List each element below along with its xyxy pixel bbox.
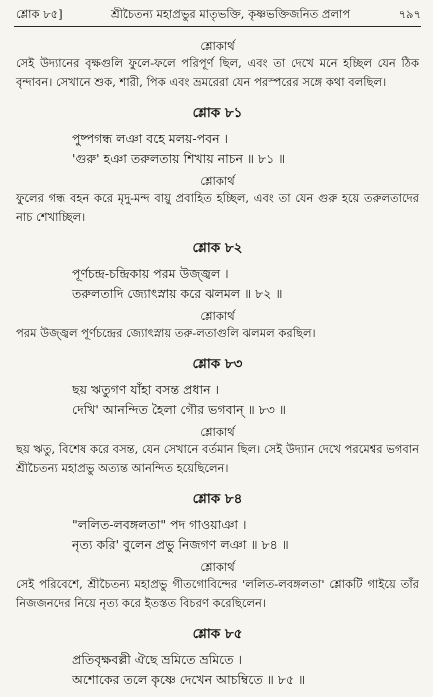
header-chapter-title: শ্রীচৈতন্য মহাপ্রভুর মাতৃভক্তি, কৃষ্ণভক্তিজনিত প্রলাপ: [111, 7, 351, 21]
translation-heading: শ্লোকার্থ: [200, 309, 235, 323]
header-page-number: ৭৯৭: [398, 7, 421, 21]
header-rule: [14, 26, 421, 27]
page-content: [16, 34, 419, 690]
verse-line: প্রতিবৃক্ষবল্লী ঐছে ভ্রমিতে ভ্রমিতে ।: [72, 652, 243, 667]
verse-line: পূর্ণচন্দ্র-চন্দ্রিকায় পরম উজ্জ্বল ।: [72, 266, 229, 281]
translation-text: সেই পরিবেশে, শ্রীচৈতন্য মহাপ্রভু গীতগোবিন্দের 'ললিত-লবঙ্গলতা' শ্লোকটি গাইয়ে তাঁর নিজজনদের নিয়ে নৃত্য করে ইতস্তত বিচরণ করেছিলেন।: [16, 577, 419, 610]
translation-text: পরম উজ্জ্বল পূর্ণচন্দ্রের জ্যোৎস্নায় তরু-লতাগুলি ঝলমল করছিল।: [16, 326, 316, 340]
verse-line: অশোকের তলে কৃষ্ণে দেখেন আচম্বিতে ॥ ৮৫ ॥: [72, 672, 306, 687]
verse-line: দেখি' আনন্দিত হৈলা গৌর ভগবান্ ॥ ৮৩ ॥: [72, 402, 286, 417]
verse-block-85: [16, 623, 419, 690]
translation-heading: শ্লোকার্থ: [200, 560, 235, 574]
verse-line: 'গুরু' হঞা তরুলতায় শিখায় নাচন ॥ ৮১ ॥: [72, 151, 286, 166]
running-header: [16, 6, 421, 25]
verse-text: [16, 129, 419, 169]
verse-text: [16, 650, 419, 690]
verse-block-81: [16, 102, 419, 227]
verse-heading: শ্লোক ৮১: [192, 105, 243, 121]
verse-block-83: [16, 353, 419, 478]
verse-line: ছয় ঋতুগণ যাঁহা বসন্ত প্রধান ।: [72, 382, 220, 397]
verse-line: "ললিত-লবঙ্গলতা" পদ গাওয়াঞা ।: [72, 517, 247, 532]
block-80-translation: [16, 38, 419, 92]
verse-text: [16, 515, 419, 555]
verse-block-82: [16, 237, 419, 343]
translation-text: ছয় ঋতু, বিশেষ করে বসন্ত, যেন সেখানে বর্তমান ছিল। সেই উদ্যান দেখে পরমেশ্বর ভগবান শ্রীচৈতন্য মহাপ্রভু অত্যন্ত আনন্দিত হয়েছিলেন।: [16, 442, 419, 475]
verse-heading: শ্লোক ৮৫: [192, 626, 243, 642]
verse-line: নৃত্য করি' বুলেন প্রভু নিজগণ লঞা ॥ ৮৪ ॥: [72, 537, 289, 552]
translation-heading: শ্লোকার্থ: [200, 39, 235, 53]
translation-heading: শ্লোকার্থ: [200, 425, 235, 439]
verse-line: পুষ্পগন্ধ লঞা বহে মলয়-পবন ।: [72, 131, 228, 146]
verse-text: [16, 380, 419, 420]
verse-block-84: [16, 488, 419, 613]
translation-text: সেই উদ্যানের বৃক্ষগুলি ফুলে-ফলে পরিপূর্ণ ছিল, এবং তা দেখে মনে হচ্ছিল যেন ঠিক বৃন্দাবন। সেখানে শুক, শারী, পিক এবং ভ্রমরেরা যেন পরস্পরের সঙ্গে কথা বলছিল।: [16, 56, 419, 89]
verse-text: [16, 264, 419, 304]
verse-heading: শ্লোক ৮২: [192, 240, 243, 256]
verse-heading: শ্লোক ৮৪: [192, 491, 243, 507]
verse-heading: শ্লোক ৮৩: [192, 356, 243, 372]
translation-heading: শ্লোকার্থ: [200, 174, 235, 188]
translation-text: ফুলের গন্ধ বহন করে মৃদু-মন্দ বায়ু প্রবাহিত হচ্ছিল, এবং তা যেন গুরু হয়ে তরুলতাদের নাচ শেখাচ্ছিল।: [16, 191, 419, 224]
header-verse-ref: শ্লোক ৮৫]: [16, 7, 63, 21]
verse-line: তরুলতাদি জ্যোৎস্নায় করে ঝলমল ॥ ৮২ ॥: [72, 286, 283, 301]
